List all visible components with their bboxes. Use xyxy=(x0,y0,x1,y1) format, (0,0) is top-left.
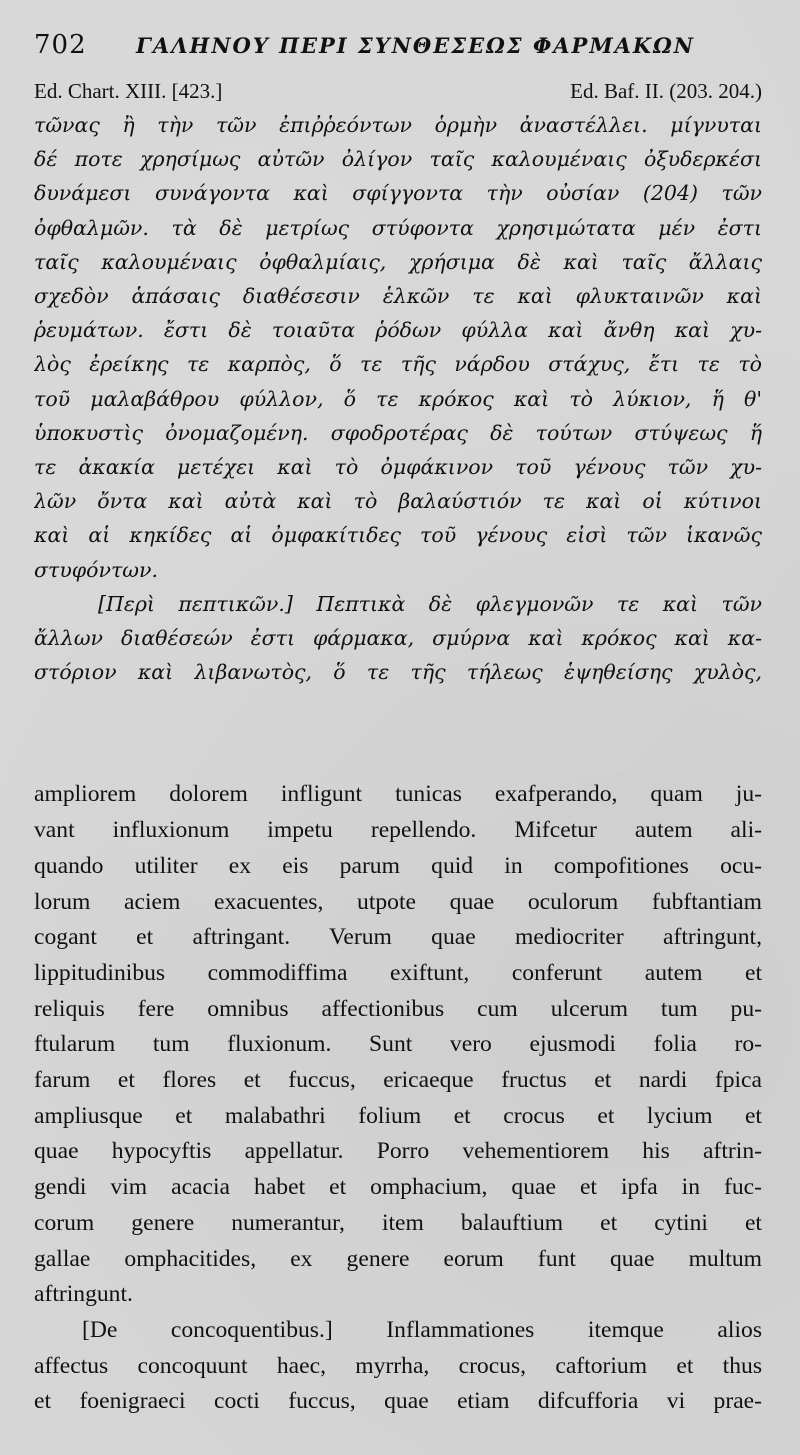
latin-line: reliquis fere omnibus affectionibus cum ulcerum tum pu- xyxy=(34,995,762,1022)
latin-line: affectus concoquunt haec, myrrha, crocus, caftorium et thus xyxy=(34,1352,762,1379)
latin-line: cogant et aftringant. Verum quae mediocriter aftringunt, xyxy=(34,924,762,951)
latin-line: corum genere numerantur, item balauftium et cytini et xyxy=(34,1209,762,1236)
edition-chartier: Ed. Chart. XIII. [423.] xyxy=(34,79,223,103)
latin-line: quando utiliter ex eis parum quid in compofitiones ocu- xyxy=(34,852,762,879)
greek-line: καὶ αἱ κηκίδες αἱ ὀμφακίτιδες τοῦ γένους εἰσὶ τῶν ἱκανῶς xyxy=(34,523,762,548)
latin-section-heading-line: [De concoquentibus.] Inflammationes itemque alios xyxy=(82,1317,762,1343)
greek-line: ὑποκυστὶς ὀνομαζομένη. σφοδροτέρας δὲ τούτων στύψεως ἥ xyxy=(34,420,762,445)
latin-line: aftringunt. xyxy=(34,1281,133,1308)
latin-line: farum et flores et fuccus, ericaeque fructus et nardi fpica xyxy=(34,1067,762,1094)
greek-line: στυφόντων. xyxy=(34,557,158,582)
latin-line: ampliorem dolorem infligunt tunicas exafperando, quam ju- xyxy=(34,781,762,808)
latin-line: ampliusque et malabathri folium et crocus et lycium et xyxy=(34,1102,762,1129)
page-number: 702 xyxy=(34,30,87,60)
greek-line: ὀφθαλμῶν. τὰ δὲ μετρίως στύφοντα χρησιμώτατα μέν ἐστι xyxy=(34,215,762,240)
greek-text xyxy=(34,108,762,689)
column-gap xyxy=(34,689,762,777)
running-head xyxy=(34,30,762,72)
latin-line: vant influxionum impetu repellendo. Mifcetur autem ali- xyxy=(34,817,762,844)
greek-line: ἄλλων διαθέσεών ἐστι φάρμακα, σμύρνα καὶ κρόκος καὶ κα- xyxy=(34,626,762,651)
edition-basel: Ed. Baf. II. (203. 204.) xyxy=(570,79,762,103)
latin-line: lippitudinibus commodiffima exiftunt, conferunt autem et xyxy=(34,959,762,986)
running-title: ΓΑΛΗΝΟΥ ΠΕΡΙ ΣΥΝΘΕΣΕΩΣ ΦΑΡΜΑΚΩΝ xyxy=(136,33,695,58)
latin-text xyxy=(34,777,762,1420)
latin-line: lorum aciem exacuentes, utpote quae oculorum fubftantiam xyxy=(34,888,762,915)
latin-line: et foenigraeci cocti fuccus, quae etiam difcufforia vi prae- xyxy=(34,1388,762,1415)
greek-line: δυνάμεσι συνάγοντα καὶ σφίγγοντα τὴν οὐσίαν (204) τῶν xyxy=(34,181,762,206)
greek-line: σχεδὸν ἁπάσαις διαθέσεσιν ἑλκῶν τε καὶ φλυκταινῶν καὶ xyxy=(34,284,762,309)
latin-line: ftularum tum fluxionum. Sunt vero ejusmodi folia ro- xyxy=(34,1031,762,1058)
greek-line: στόριον καὶ λιβανωτὸς, ὅ τε τῆς τήλεως ἑψηθείσης χυλὸς, xyxy=(34,660,762,685)
greek-line: ταῖς καλουμέναις ὀφθαλμίαις, χρήσιμα δὲ καὶ ταῖς ἄλλαις xyxy=(34,249,762,274)
latin-line: gendi vim acacia habet et omphacium, quae et ipfa in fuc- xyxy=(34,1174,762,1201)
latin-line: quae hypocyftis appellatur. Porro vehementiorem his aftrin- xyxy=(34,1138,762,1165)
greek-line: λῶν ὄντα καὶ αὐτὰ καὶ τὸ βαλαύστιόν τε καὶ οἱ κύτινοι xyxy=(34,489,762,514)
greek-line: λὸς ἐρείκης τε καρπὸς, ὅ τε τῆς νάρδου στάχυς, ἔτι τε τὸ xyxy=(34,352,762,377)
greek-line: τοῦ μαλαβάθρου φύλλον, ὅ τε κρόκος καὶ τὸ λύκιον, ἥ θ' xyxy=(34,386,762,411)
greek-line: δέ ποτε χρησίμως αὐτῶν ὀλίγον ταῖς καλουμέναις ὀξυδερκέσι xyxy=(34,147,762,172)
greek-line: τε ἀκακία μετέχει καὶ τὸ ὀμφάκινον τοῦ γένους τῶν χυ- xyxy=(34,455,762,480)
latin-line: gallae omphacitides, ex genere eorum funt quae multum xyxy=(34,1245,762,1272)
edition-references xyxy=(34,76,762,106)
greek-section-heading-line: [Περὶ πεπτικῶν.] Πεπτικὰ δὲ φλεγμονῶν τε καὶ τῶν xyxy=(98,591,762,616)
greek-line: ῥευμάτων. ἔστι δὲ τοιαῦτα ῥόδων φύλλα καὶ ἄνθη καὶ χυ- xyxy=(34,318,762,343)
greek-line: τῶνας ἢ τὴν τῶν ἐπιῤῥεόντων ὁρμὴν ἀναστέλλει. μίγνυται xyxy=(34,113,762,137)
